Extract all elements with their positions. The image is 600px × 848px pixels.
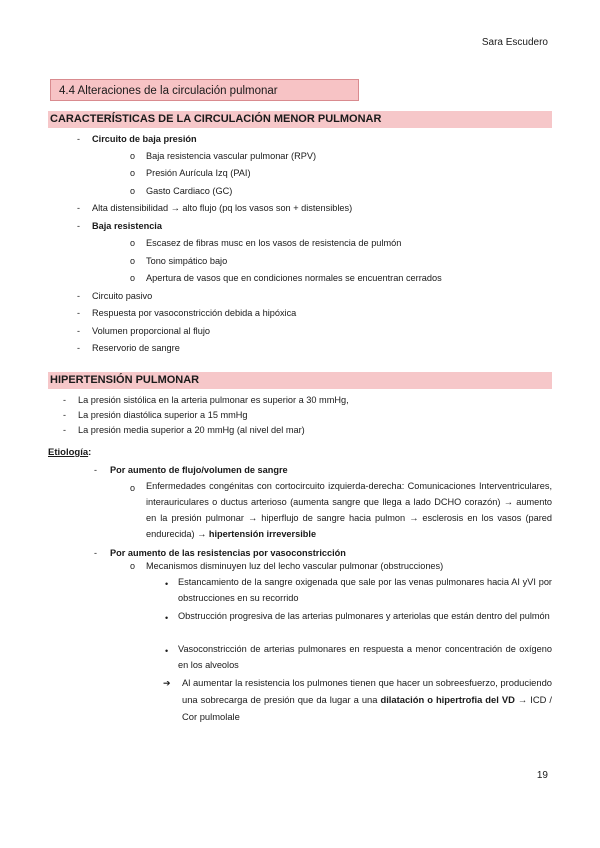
circle-bullet: o [130,256,136,266]
mechanism-item: Vasoconstricción de arterias pulmonares en respuesta a menor concentración de oxígeno en los alveolos [178,644,552,670]
section-title: 4.4 Alteraciones de la circulación pulmonar [50,79,359,101]
list-item: La presión sistólica en la arteria pulmonar es superior a 30 mmHg, [78,395,349,405]
list-item: Volumen proporcional al flujo [92,326,210,336]
circle-bullet: o [130,168,136,178]
list-item: Circuito pasivo [92,291,153,301]
heading-hipertension: HIPERTENSIÓN PULMONAR [48,372,552,389]
etiologia-label [48,447,91,458]
sub-item: Tono simpático bajo [146,256,228,266]
arrow-bullet: ➔ [163,678,171,688]
dash-bullet: - [94,465,97,475]
etiologia-colon: : [88,447,92,458]
sub-item: Baja resistencia vascular pulmonar (RPV) [146,151,317,161]
cause-paragraph [146,478,552,542]
dash-bullet: - [77,134,80,144]
dash-bullet: - [77,203,80,213]
etiologia-label-text: Etiología [48,447,89,458]
list-item: Alta distensibilidad → alto flujo (pq los vasos son + distensibles) [92,203,353,213]
cause-title: Por aumento de flujo/volumen de sangre [110,465,288,475]
cause-paragraph-bold: hipertensión irreversible [208,529,317,539]
dash-bullet: - [63,395,66,405]
circle-bullet: o [130,238,136,248]
list-item: Reservorio de sangre [92,343,180,353]
sub-item: Escasez de fibras musc en los vasos de resistencia de pulmón [146,238,402,248]
sub-item: Apertura de vasos que en condiciones normales se encuentran cerrados [146,273,442,283]
list-item: La presión diastólica superior a 15 mmHg [78,410,248,420]
dash-bullet: - [94,548,97,558]
dash-bullet: - [77,343,80,353]
cause-title: Por aumento de las resistencias por vasoconstricción [110,548,346,558]
circle-bullet: o [130,483,136,493]
list-item: La presión media superior a 20 mmHg (al nivel del mar) [78,425,305,435]
heading-caracteristicas: CARACTERÍSTICAS DE LA CIRCULACIÓN MENOR PULMONAR [48,111,552,128]
dot-bullet: • [165,579,169,589]
list-item: Respuesta por vasoconstricción debida a hipóxica [92,308,297,318]
conclusion-text: Al aumentar la resistencia los pulmones tienen que hacer un sobreesfuerzo, produciendo una sobrecarga de presión que da lugar a una [182,677,553,705]
sub-item: Presión Aurícula Izq (PAI) [146,168,251,178]
list-item: Baja resistencia [92,221,162,231]
mechanism-item: Obstrucción progresiva de las arterias pulmonares y arteriolas que están dentro del pulmón [178,611,550,621]
dash-bullet: - [63,410,66,420]
sub-item: Gasto Cardiaco (GC) [146,186,233,196]
page-number: 19 [536,770,548,781]
cause-intro: Mecanismos disminuyen luz del lecho vascular pulmonar (obstrucciones) [146,561,444,571]
author-name: Sara Escudero [481,37,548,48]
circle-bullet: o [130,186,136,196]
mechanism-item: Estancamiento de la sangre oxigenada que sale por las venas pulmonares hacia AI yVI por obstrucciones en su recorrido [178,577,552,603]
circle-bullet: o [130,561,136,571]
cause-paragraph-text: Enfermedades congénitas con cortocircuito izquierda-derecha: Comunicaciones Interventriculares, interauriculares o ductus arterioso (aumenta sangre que llega a lado DCHO corazón) → aumento en la presión pulmonar → hiperflujo de sangre hacia pulmon → esclerosis en los vasos (pared endurecida) → [146,481,552,539]
circle-bullet: o [130,151,136,161]
conclusion-bold: dilatación o hipertrofia del VD [380,694,515,705]
dash-bullet: - [63,425,66,435]
list-item: Circuito de baja presión [92,134,197,144]
dot-bullet: • [165,613,169,623]
dash-bullet: - [77,221,80,231]
dash-bullet: - [77,291,80,301]
conclusion-end: → ICD / Cor pulmolale [182,694,552,722]
dot-bullet: • [165,646,169,656]
dash-bullet: - [77,326,80,336]
dash-bullet: - [77,308,80,318]
conclusion-paragraph [182,674,552,725]
circle-bullet: o [130,273,136,283]
